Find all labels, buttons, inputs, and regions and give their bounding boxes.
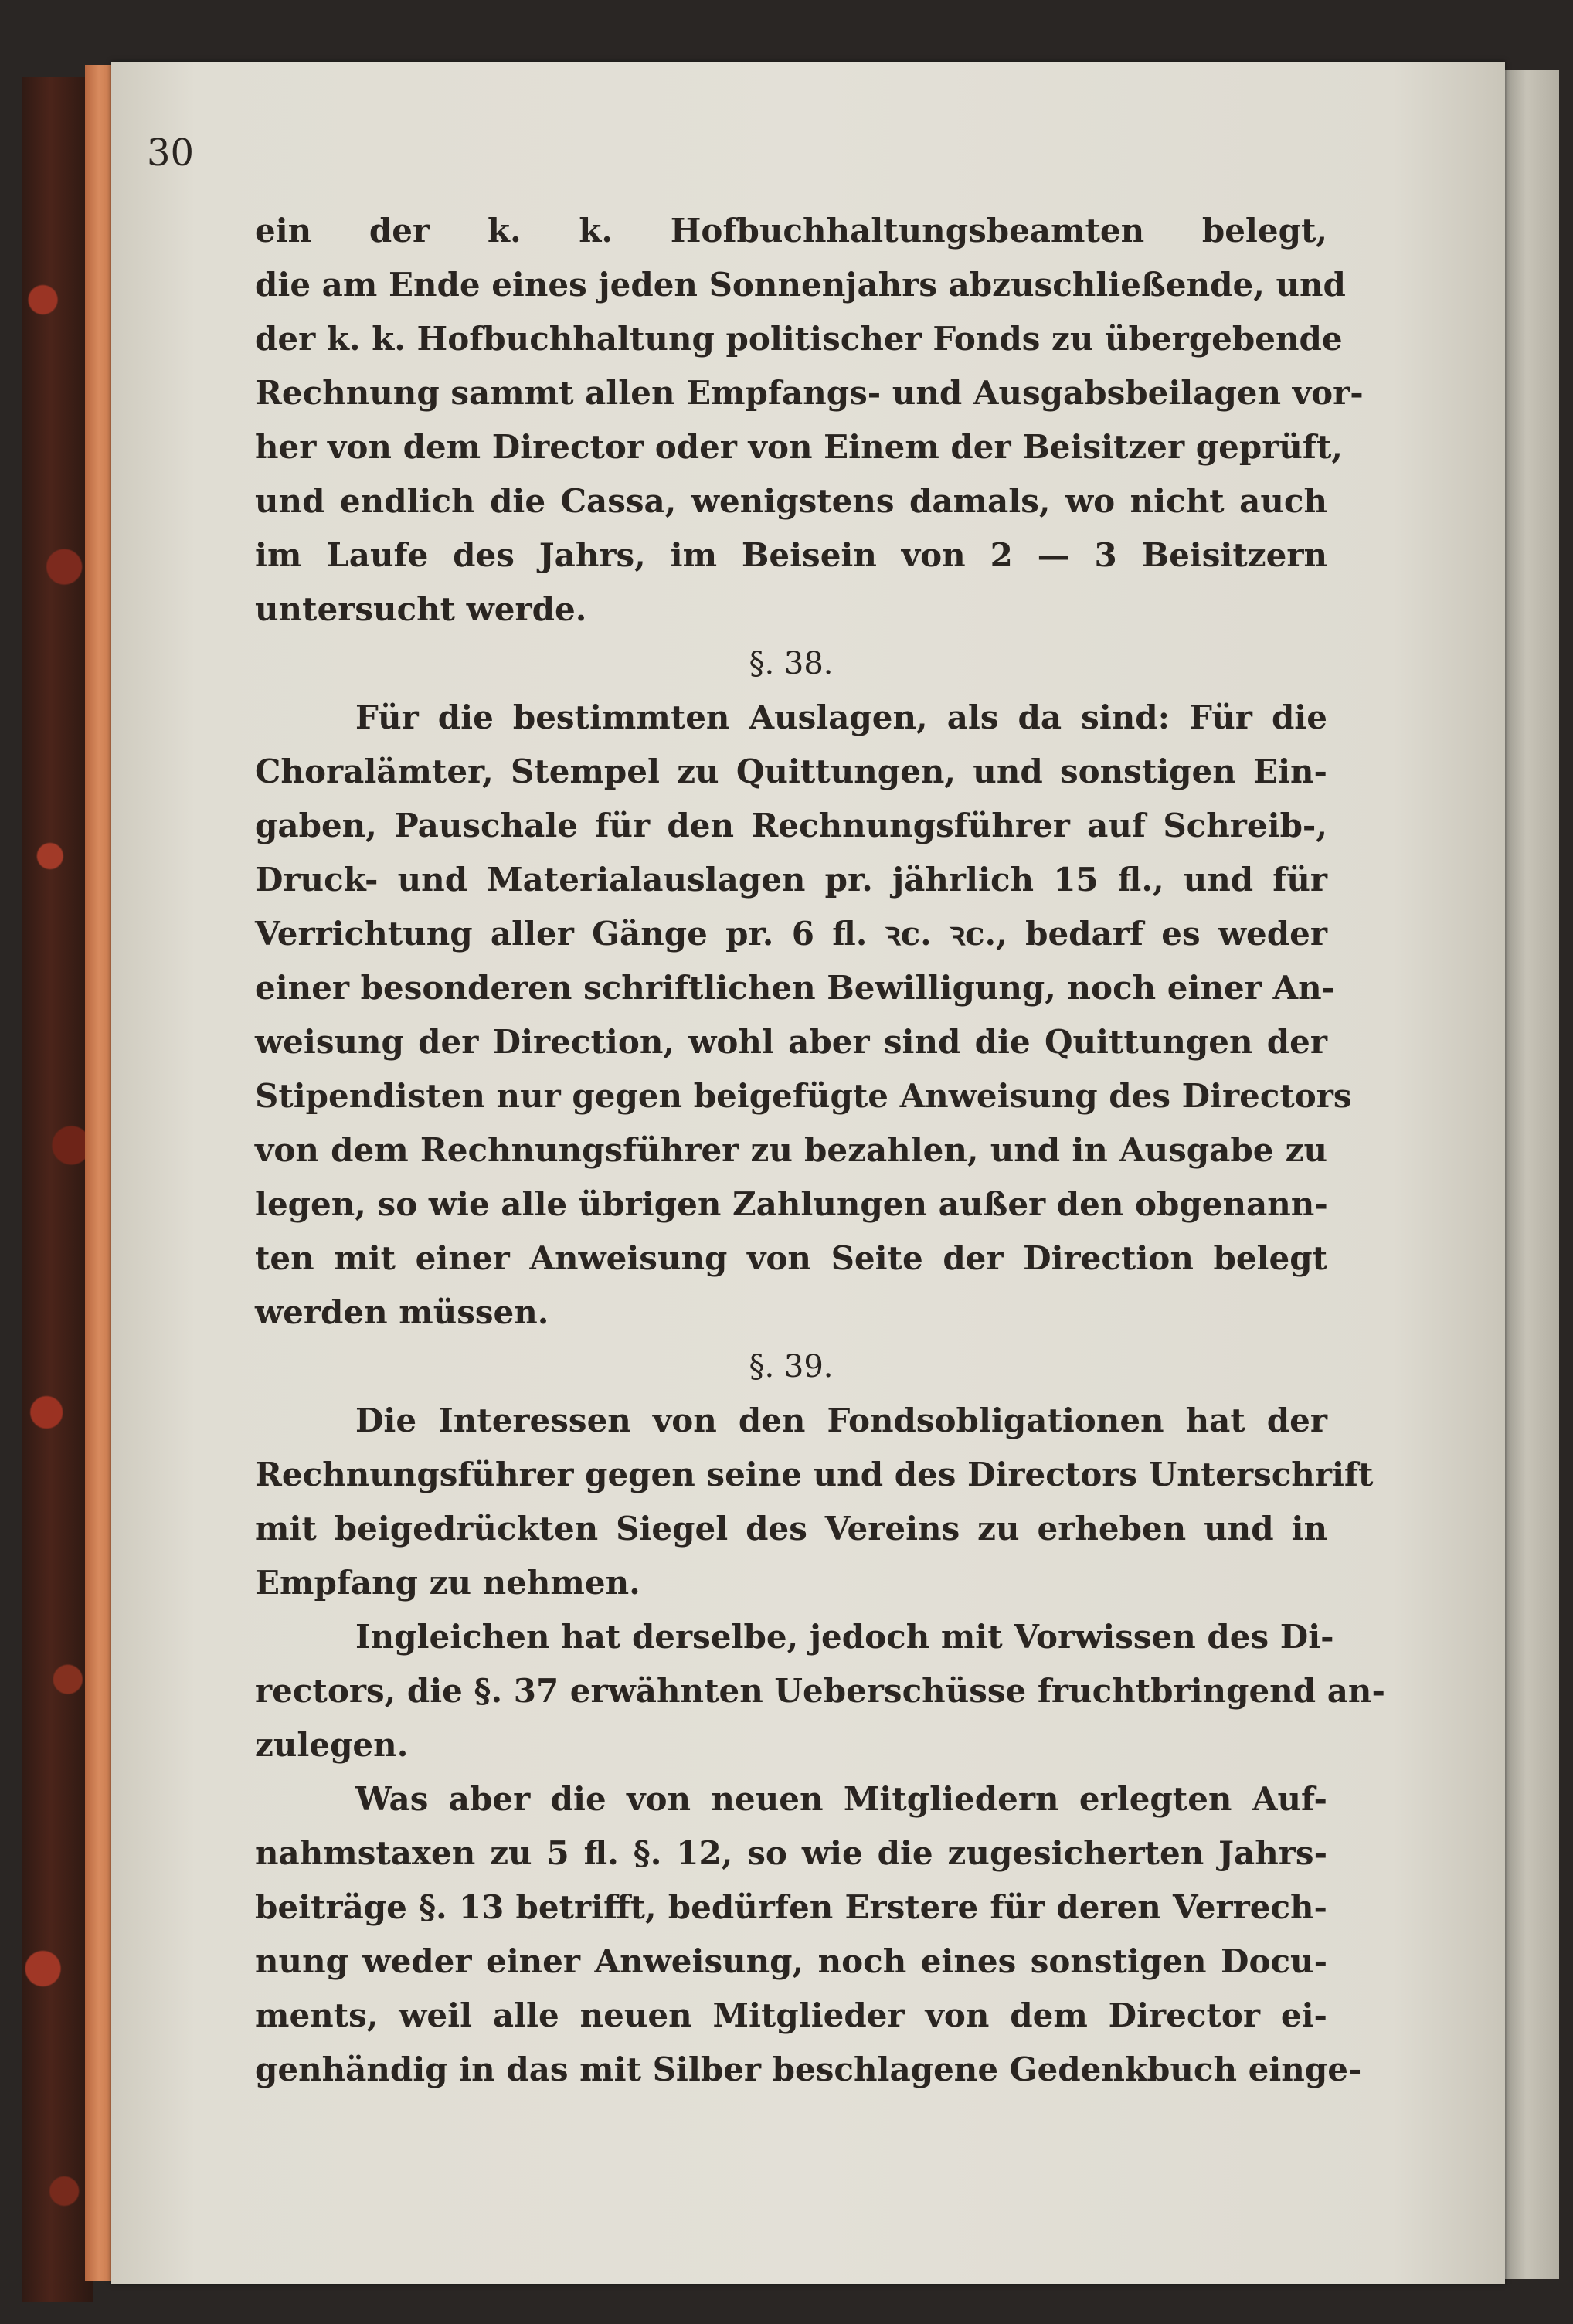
text-line: nung weder einer Anweisung, noch eines sonstigen Docu- (255, 1942, 1327, 1980)
text-line: legen, so wie alle übrigen Zahlungen außer den obgenann- (255, 1185, 1328, 1223)
text-line: gaben, Pauschale für den Rechnungsführer auf Schreib-, (255, 807, 1327, 844)
text-line: Druck- und Materialauslagen pr. jährlich 15 fl., und für (255, 861, 1327, 899)
section-heading: §. 39. (749, 1349, 834, 1385)
text-line: mit beigedrückten Siegel des Vereins zu erheben und in (255, 1510, 1327, 1548)
text-line: im Laufe des Jahrs, im Beisein von 2 — 3 Beisitzern (255, 536, 1327, 574)
book-cover (22, 77, 93, 2302)
page-edge (85, 65, 113, 2281)
text-line: Für die bestimmten Auslagen, als da sind: Für die (355, 698, 1327, 736)
section-heading: §. 38. (749, 646, 834, 681)
text-line: untersucht werde. (255, 590, 587, 628)
text-line: und endlich die Cassa, wenigstens damals, wo nicht auch (255, 482, 1327, 520)
text-line: die am Ende eines jeden Sonnenjahrs abzuschließende, und (255, 266, 1346, 304)
page-number: 30 (147, 131, 195, 175)
text-line: Empfang zu nehmen. (255, 1564, 640, 1602)
text-line: Rechnungsführer gegen seine und des Directors Unterschrift (255, 1456, 1374, 1493)
text-line: Ingleichen hat derselbe, jedoch mit Vorwissen des Di- (355, 1618, 1334, 1656)
text-line: der k. k. Hofbuchhaltung politischer Fonds zu übergebende (255, 320, 1343, 358)
text-line: ments, weil alle neuen Mitglieder von dem Director ei- (255, 1996, 1327, 2034)
text-line: her von dem Director oder von Einem der Beisitzer geprüft, (255, 428, 1343, 466)
text-line: Verrichtung aller Gänge pr. 6 fl. ꝛc. ꝛc., bedarf es weder (255, 915, 1327, 953)
text-line: beiträge §. 13 betrifft, bedürfen Erstere für deren Verrech- (255, 1888, 1327, 1926)
text-line: Was aber die von neuen Mitgliedern erlegten Auf- (355, 1780, 1327, 1818)
text-line: von dem Rechnungsführer zu bezahlen, und in Ausgabe zu (255, 1131, 1327, 1169)
text-line: weisung der Direction, wohl aber sind die Quittungen der (255, 1023, 1327, 1061)
text-line: einer besonderen schriftlichen Bewilligung, noch einer An- (255, 969, 1336, 1007)
text-line: Rechnung sammt allen Empfangs- und Ausgabsbeilagen vor- (255, 374, 1364, 412)
text-line: Stipendisten nur gegen beigefügte Anweisung des Directors (255, 1077, 1352, 1115)
page-stack (1505, 70, 1559, 2279)
text-line: rectors, die §. 37 erwähnten Ueberschüsse fruchtbringend an- (255, 1672, 1385, 1710)
text-line: Die Interessen von den Fondsobligationen hat der (355, 1402, 1327, 1439)
text-line: werden müssen. (255, 1293, 549, 1331)
text-line: zulegen. (255, 1726, 409, 1764)
page-body (255, 204, 1385, 2097)
text-line: nahmstaxen zu 5 fl. §. 12, so wie die zugesicherten Jahrs- (255, 1834, 1327, 1872)
text-line: genhändig in das mit Silber beschlagene Gedenkbuch einge- (255, 2050, 1362, 2088)
text-line: ten mit einer Anweisung von Seite der Direction belegt (255, 1239, 1327, 1277)
text-line: Choralämter, Stempel zu Quittungen, und sonstigen Ein- (255, 753, 1327, 790)
text-line: ein der k. k. Hofbuchhaltungsbeamten belegt, (255, 212, 1327, 250)
